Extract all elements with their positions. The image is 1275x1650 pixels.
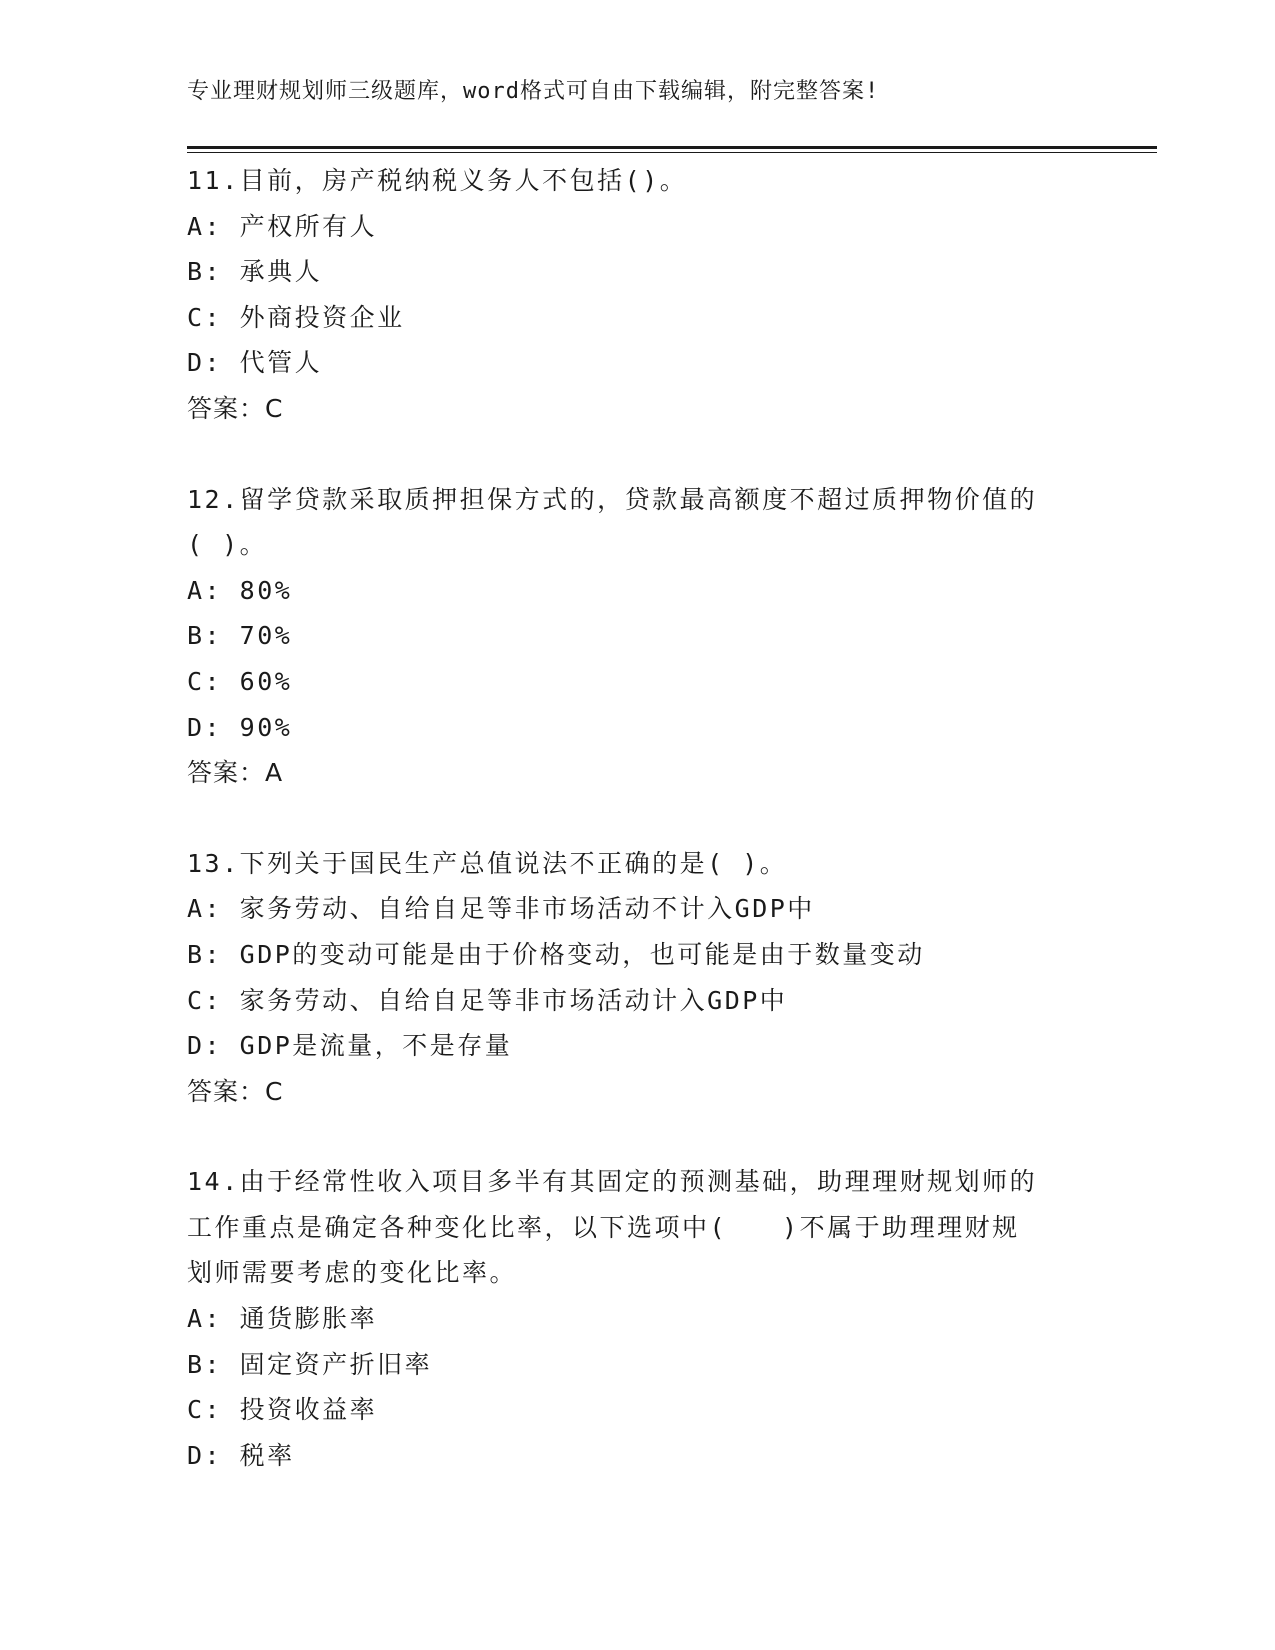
option-a: A: 80%: [187, 575, 293, 605]
option-d: D: 代管人: [187, 348, 323, 378]
option-c: C: 投资收益率: [187, 1395, 378, 1425]
answer-line: 答案：A: [187, 758, 284, 788]
header-rule-thin: [187, 152, 1157, 153]
option-d: D: 税率: [187, 1440, 295, 1470]
question-14: [187, 1159, 1087, 1478]
option-b: B: GDP的变动可能是由于价格变动，也可能是由于数量变动: [187, 939, 925, 969]
question-stem: 14.由于经常性收入项目多半有其固定的预测基础，助理理财规划师的: [187, 1167, 1038, 1197]
question-list: [187, 158, 1087, 1523]
question-13: [187, 841, 1087, 1115]
page-header: 专业理财规划师三级题库，word格式可自由下载编辑，附完整答案!: [187, 79, 880, 104]
option-d: D: GDP是流量，不是存量: [187, 1031, 513, 1061]
option-a: A: 通货膨胀率: [187, 1304, 378, 1334]
question-stem: 13.下列关于国民生产总值说法不正确的是( )。: [187, 848, 788, 878]
answer-line: 答案：C: [187, 1076, 284, 1106]
question-stem: 工作重点是确定各种变化比率，以下选项中( )不属于助理理财规: [187, 1212, 1020, 1242]
option-b: B: 承典人: [187, 257, 323, 287]
option-a: A: 家务劳动、自给自足等非市场活动不计入GDP中: [187, 894, 815, 924]
option-c: C: 60%: [187, 666, 293, 696]
question-stem: 11.目前，房产税纳税义务人不包括()。: [187, 166, 688, 195]
header-rule-thick: [187, 146, 1157, 149]
option-b: B: 固定资产折旧率: [187, 1349, 433, 1379]
option-c: C: 家务劳动、自给自足等非市场活动计入GDP中: [187, 985, 788, 1015]
question-stem: 划师需要考虑的变化比率。: [187, 1258, 518, 1288]
option-c: C: 外商投资企业: [187, 302, 405, 332]
option-d: D: 90%: [187, 712, 293, 742]
option-a: A: 产权所有人: [187, 211, 378, 241]
question-11: [187, 158, 1087, 432]
question-stem: ( )。: [187, 530, 268, 560]
option-b: B: 70%: [187, 621, 293, 651]
question-stem: 12.留学贷款采取质押担保方式的，贷款最高额度不超过质押物价值的: [187, 484, 1038, 514]
answer-line: 答案：C: [187, 393, 284, 423]
question-12: [187, 477, 1087, 796]
